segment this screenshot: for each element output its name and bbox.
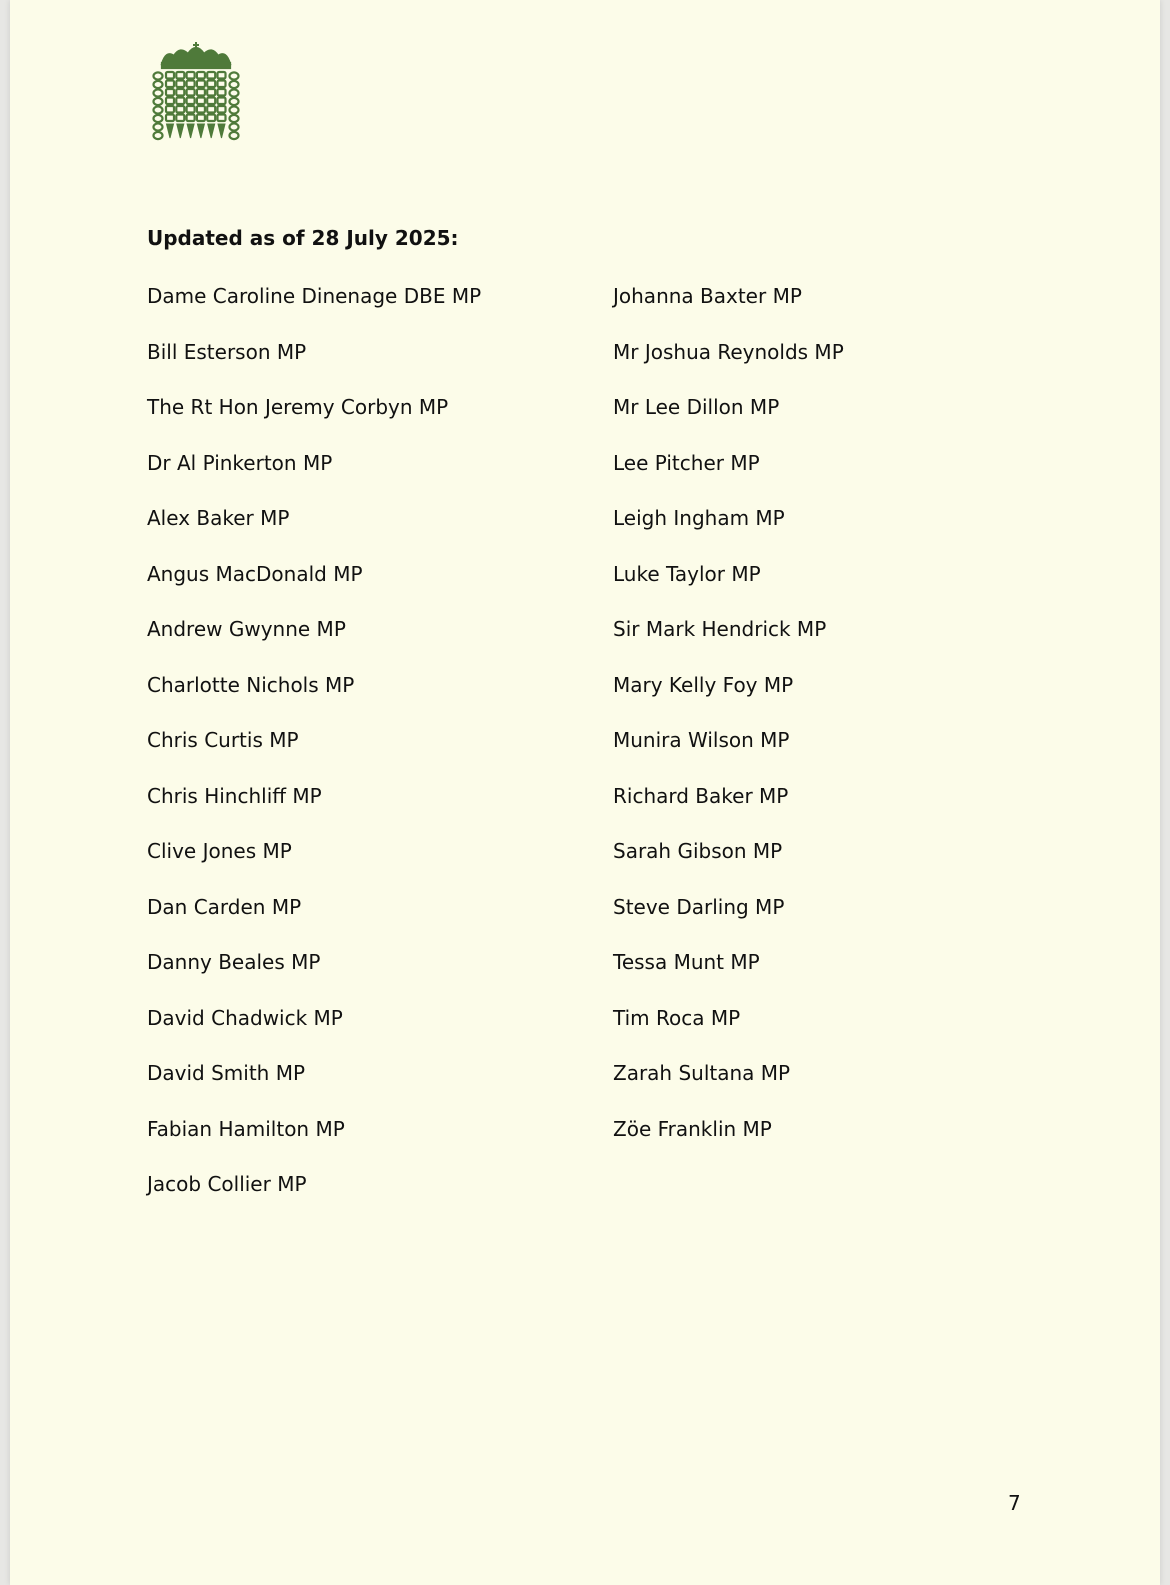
member-name: Danny Beales MP <box>147 950 321 974</box>
member-name: Munira Wilson MP <box>613 728 790 752</box>
member-name: Fabian Hamilton MP <box>147 1116 345 1141</box>
member-name: Leigh Ingham MP <box>613 506 785 530</box>
document-page <box>10 0 1160 1585</box>
members-list-right <box>613 283 844 1171</box>
member-name: Angus MacDonald MP <box>147 561 363 586</box>
member-name: Lee Pitcher MP <box>613 450 760 475</box>
member-name: Alex Baker MP <box>147 506 290 530</box>
member-name: Mr Joshua Reynolds MP <box>613 339 844 364</box>
member-name: David Smith MP <box>147 1061 306 1085</box>
member-name: Johanna Baxter MP <box>613 284 802 308</box>
member-name: Zöe Franklin MP <box>613 1116 772 1141</box>
member-name: Chris Curtis MP <box>147 728 299 752</box>
member-name: Charlotte Nichols MP <box>147 672 355 697</box>
member-name: Richard Baker MP <box>613 783 789 808</box>
member-name: Zarah Sultana MP <box>613 1061 791 1085</box>
member-name: Mr Lee Dillon MP <box>613 395 780 419</box>
member-name: Sir Mark Hendrick MP <box>613 617 827 641</box>
member-name: Jacob Collier MP <box>147 1172 307 1196</box>
member-name: David Chadwick MP <box>147 1005 343 1030</box>
updated-date-heading: Updated as of 28 July 2025: <box>147 226 459 250</box>
member-name: Andrew Gwynne MP <box>147 617 346 641</box>
member-name: Chris Hinchliff MP <box>147 783 322 808</box>
member-name: Dr Al Pinkerton MP <box>147 450 333 475</box>
member-name: Steve Darling MP <box>613 894 785 919</box>
member-name: The Rt Hon Jeremy Corbyn MP <box>147 395 449 419</box>
member-name: Bill Esterson MP <box>147 339 307 364</box>
member-name: Dame Caroline Dinenage DBE MP <box>147 284 482 308</box>
member-name: Sarah Gibson MP <box>613 839 783 863</box>
member-name: Tim Roca MP <box>613 1005 741 1030</box>
page-number: 7 <box>1008 1491 1021 1515</box>
members-list-left <box>147 283 481 1227</box>
member-name: Tessa Munt MP <box>613 950 760 974</box>
member-name: Mary Kelly Foy MP <box>613 672 794 697</box>
member-name: Luke Taylor MP <box>613 561 761 586</box>
member-name: Clive Jones MP <box>147 839 292 863</box>
member-name: Dan Carden MP <box>147 894 302 919</box>
portcullis-crown-icon <box>150 40 242 144</box>
